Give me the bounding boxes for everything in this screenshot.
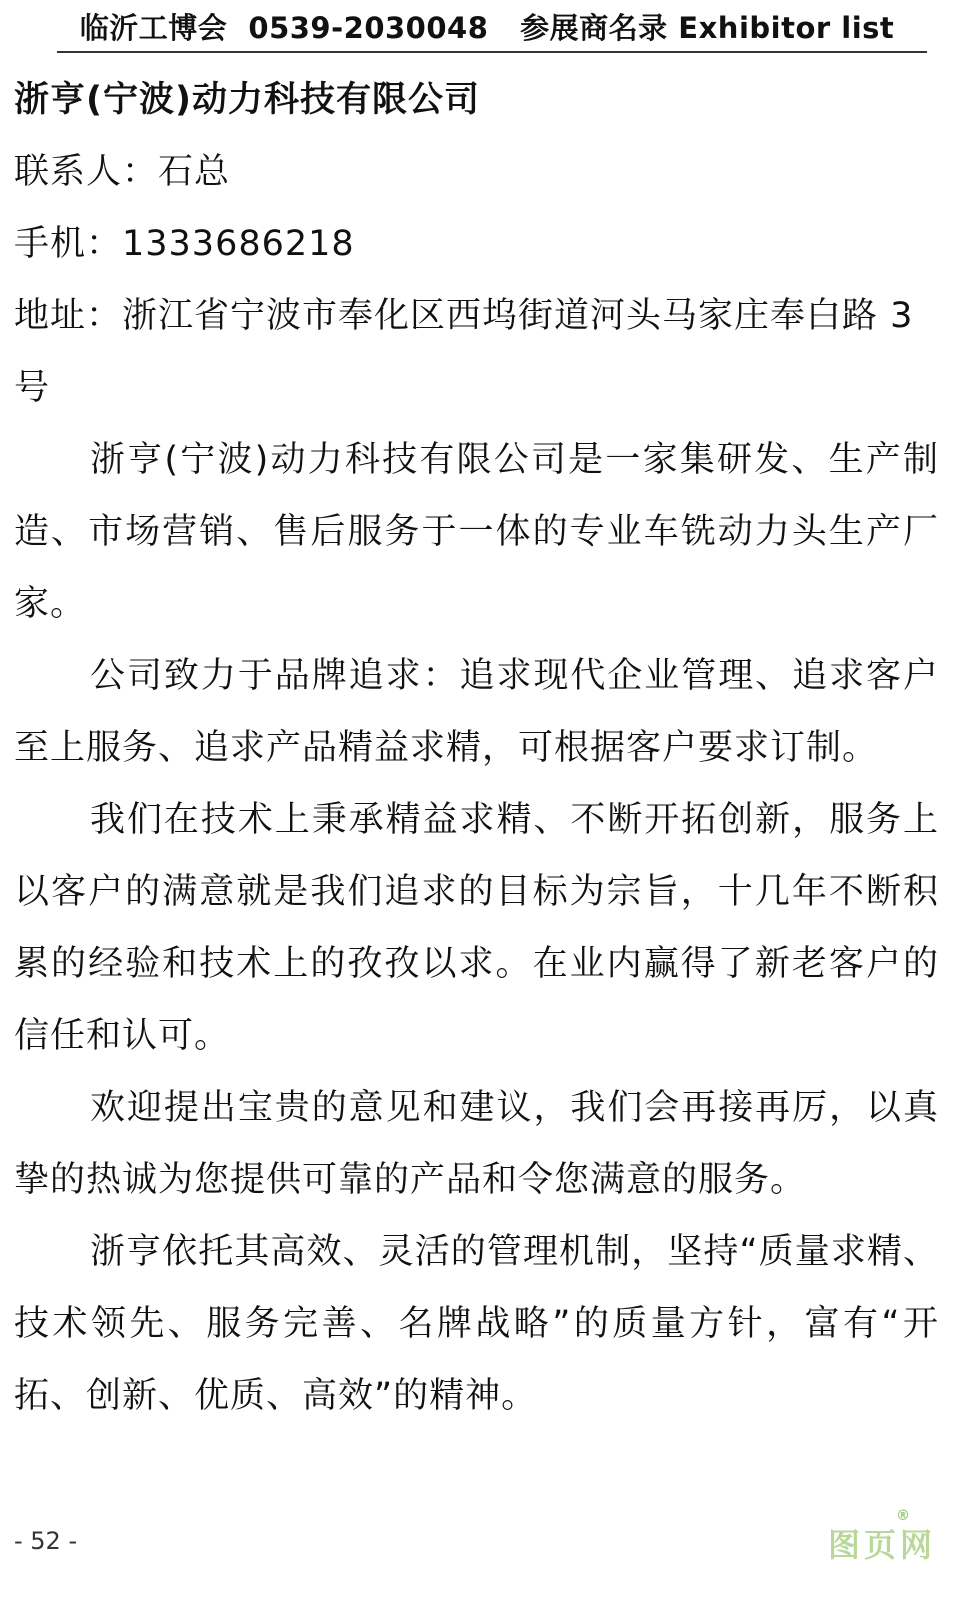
registered-mark: ®: [896, 1508, 914, 1524]
phone-number: 手机：1333686218: [14, 224, 355, 264]
exhibitor-entry: [14, 64, 939, 1432]
watermark-logo: [828, 1508, 948, 1564]
company-name: 浙亨(宁波)动力科技有限公司: [14, 80, 480, 120]
paragraph-brand: 公司致力于品牌追求：追求现代企业管理、追求客户至上服务、追求产品精益求精，可根据客户要求订制。: [14, 656, 939, 768]
paragraph-technology: 我们在技术上秉承精益求精、不断开拓创新，服务上以客户的满意就是我们追求的目标为宗旨，十几年不断积累的经验和技术上的孜孜以求。在业内赢得了新老客户的信任和认可。: [14, 800, 939, 1056]
page-number: - 52 -: [14, 1527, 78, 1555]
page-header: [0, 0, 974, 52]
header-divider: [57, 51, 927, 53]
header-title: 临沂工博会 0539-2030048 参展商名录 Exhibitor list: [79, 11, 895, 45]
address: 地址：浙江省宁波市奉化区西坞街道河头马家庄奉白路 3 号: [14, 296, 914, 408]
contact-person: 联系人：石总: [14, 152, 231, 192]
paragraph-intro: 浙亨(宁波)动力科技有限公司是一家集研发、生产制造、市场营销、售后服务于一体的专业车铣动力头生产厂家。: [14, 440, 939, 624]
paragraph-policy: 浙亨依托其高效、灵活的管理机制，坚持“质量求精、技术领先、服务完善、名牌战略”的质量方针，富有“开拓、创新、优质、高效”的精神。: [14, 1232, 939, 1416]
paragraph-welcome: 欢迎提出宝贵的意见和建议，我们会再接再厉，以真挚的热诚为您提供可靠的产品和令您满意的服务。: [14, 1088, 939, 1200]
watermark-text: 图页网: [828, 1526, 937, 1564]
